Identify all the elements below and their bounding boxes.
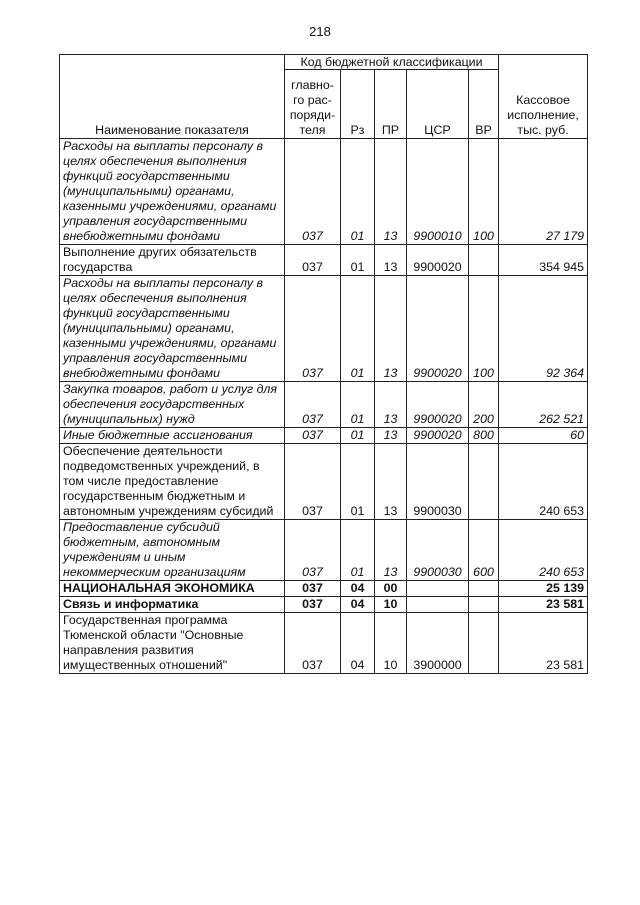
table-row [60,520,588,581]
cell-glav: 037 [285,276,341,382]
cell-amount: 354 945 [499,245,588,276]
cell-name: Иные бюджетные ассигнования [60,428,285,444]
cell-csr: 3900000 [407,613,469,674]
header-row-top [60,55,588,70]
cell-vr: 100 [469,139,499,245]
cell-name: Государственная программа Тюменской области "Основные направления развития имущественных отношений" [60,613,285,674]
table-row [60,139,588,245]
cell-amount: 60 [499,428,588,444]
cell-pr: 13 [375,428,407,444]
cell-vr: 800 [469,428,499,444]
cell-glav: 037 [285,520,341,581]
cell-amount: 240 653 [499,520,588,581]
cell-csr [407,581,469,597]
cell-amount: 27 179 [499,139,588,245]
cell-pr: 13 [375,276,407,382]
table-row [60,276,588,382]
cell-vr [469,597,499,613]
cell-vr [469,245,499,276]
cell-pr: 13 [375,139,407,245]
cell-csr: 9900020 [407,428,469,444]
cell-name: Выполнение других обязательств государства [60,245,285,276]
cell-pr: 13 [375,444,407,520]
cell-vr: 600 [469,520,499,581]
cell-glav: 037 [285,613,341,674]
cell-pr: 13 [375,245,407,276]
cell-amount: 92 364 [499,276,588,382]
cell-amount: 23 581 [499,597,588,613]
table-body [60,139,588,674]
header-rz: Рз [341,70,375,139]
cell-rz: 01 [341,428,375,444]
cell-vr: 100 [469,276,499,382]
cell-rz: 01 [341,245,375,276]
table-row [60,444,588,520]
cell-vr [469,444,499,520]
cell-pr: 10 [375,597,407,613]
table-row [60,613,588,674]
cell-csr: 9900020 [407,276,469,382]
header-pr: ПР [375,70,407,139]
cell-glav: 037 [285,382,341,428]
cell-name: Закупка товаров, работ и услуг для обеспечения государственных (муниципальных) нужд [60,382,285,428]
table-row [60,581,588,597]
table-row [60,245,588,276]
cell-rz: 01 [341,520,375,581]
cell-csr: 9900010 [407,139,469,245]
cell-glav: 037 [285,597,341,613]
table-row [60,382,588,428]
budget-table [59,54,588,674]
cell-amount: 25 139 [499,581,588,597]
cell-vr: 200 [469,382,499,428]
cell-glav: 037 [285,581,341,597]
header-csr: ЦСР [407,70,469,139]
cell-rz: 01 [341,382,375,428]
header-name-col: Наименование показателя [60,55,285,139]
cell-rz: 04 [341,581,375,597]
cell-glav: 037 [285,428,341,444]
header-amount: Кассовое исполнение, тыс. руб. [499,55,588,139]
cell-name: НАЦИОНАЛЬНАЯ ЭКОНОМИКА [60,581,285,597]
cell-vr [469,581,499,597]
cell-vr [469,613,499,674]
cell-rz: 04 [341,597,375,613]
cell-name: Предоставление субсидий бюджетным, автономным учреждениям и иным некоммерческим организациям [60,520,285,581]
cell-name: Расходы на выплаты персоналу в целях обеспечения выполнения функций государственными (муниципальными) органами, казенными учреждениями, органами управления государственными внебюджетными фондами [60,139,285,245]
cell-glav: 037 [285,139,341,245]
page-number: 218 [309,24,331,39]
header-code-group: Код бюджетной классификации [285,55,499,70]
cell-name: Обеспечение деятельности подведомственных учреждений, в том числе предоставление государственным бюджетным и автономным учреждениям субсидий [60,444,285,520]
cell-csr: 9900030 [407,444,469,520]
cell-csr: 9900020 [407,245,469,276]
cell-rz: 01 [341,139,375,245]
cell-name: Расходы на выплаты персоналу в целях обеспечения выполнения функций государственными (муниципальными) органами, казенными учреждениями, органами управления государственными внебюджетными фондами [60,276,285,382]
table-row [60,597,588,613]
cell-pr: 13 [375,382,407,428]
cell-csr [407,597,469,613]
header-vr: ВР [469,70,499,139]
cell-name: Связь и информатика [60,597,285,613]
cell-amount: 262 521 [499,382,588,428]
cell-glav: 037 [285,444,341,520]
cell-csr: 9900020 [407,382,469,428]
cell-amount: 23 581 [499,613,588,674]
cell-pr: 00 [375,581,407,597]
cell-rz: 01 [341,276,375,382]
cell-pr: 10 [375,613,407,674]
cell-rz: 04 [341,613,375,674]
header-glav: главно-го рас-поряди-теля [285,70,341,139]
cell-pr: 13 [375,520,407,581]
cell-glav: 037 [285,245,341,276]
table-row [60,428,588,444]
cell-amount: 240 653 [499,444,588,520]
cell-rz: 01 [341,444,375,520]
cell-csr: 9900030 [407,520,469,581]
